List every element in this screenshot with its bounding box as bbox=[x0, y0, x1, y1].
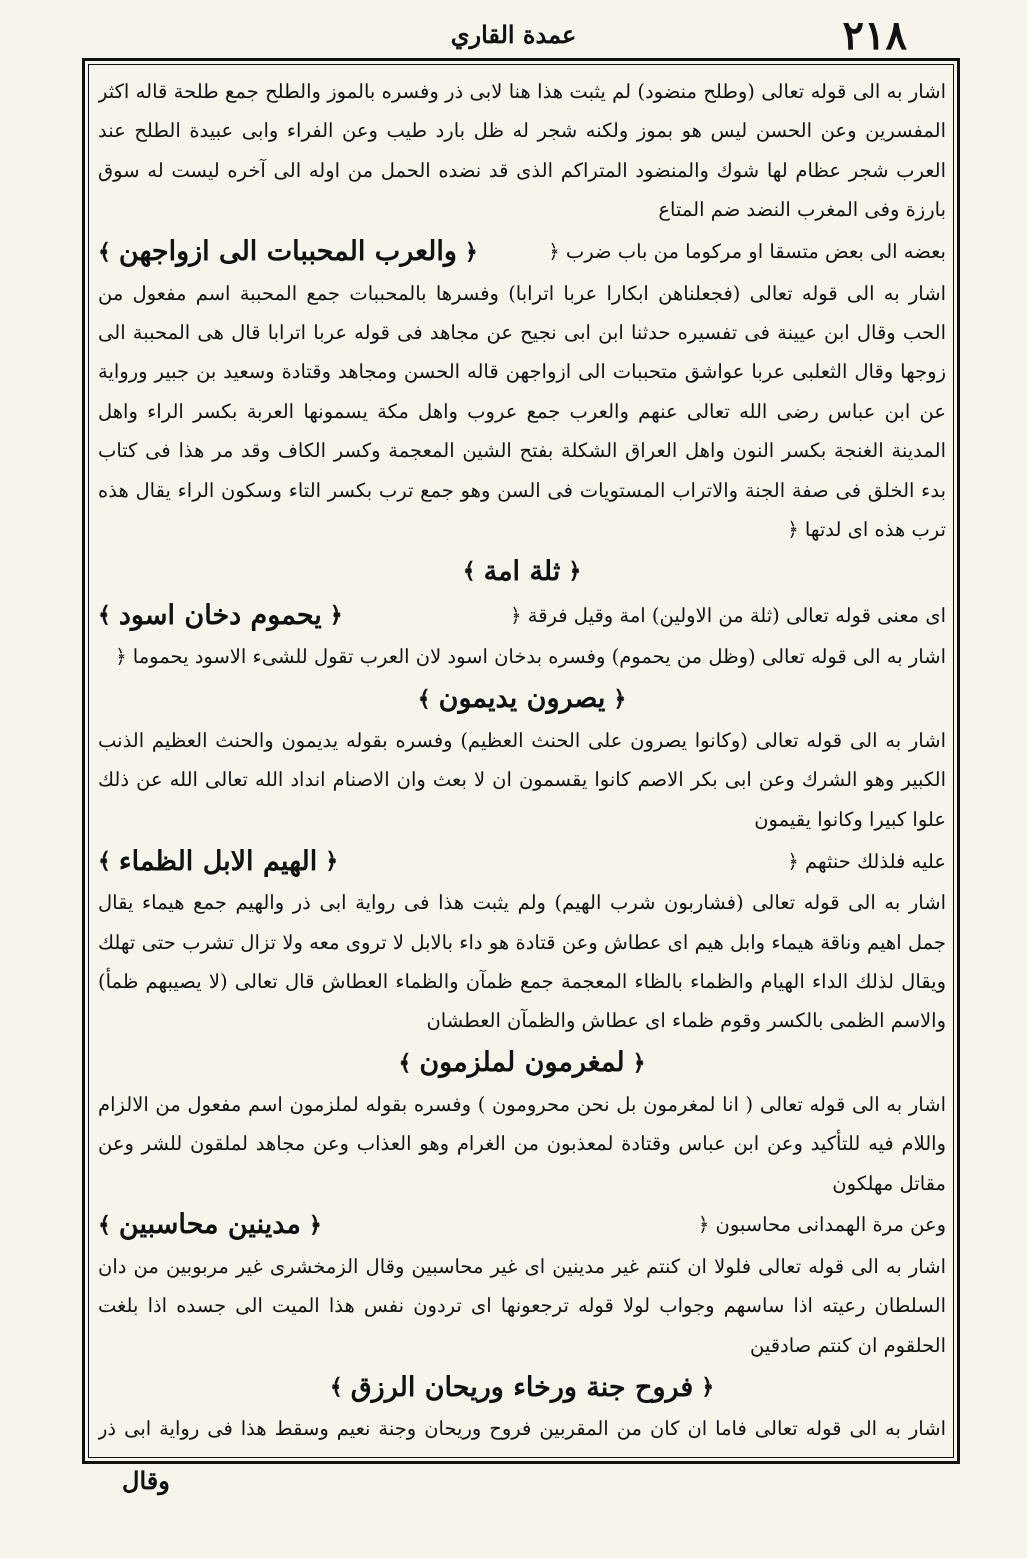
ornament-close-icon: ﴾ bbox=[98, 602, 111, 629]
entry-row bbox=[98, 549, 946, 593]
page-header bbox=[0, 8, 1027, 58]
paragraph-tail: اى معنى قوله تعالى (ثلة من الاولين) امة وقيل فرقة ﴿ bbox=[510, 603, 946, 627]
ornament-close-icon: ﴾ bbox=[98, 848, 111, 875]
ornament-close-icon: ﴾ bbox=[98, 238, 111, 265]
commentary-paragraph: اشار به الى قوله تعالى (فجعلناهن ابكارا عربا اترابا) وفسرها بالمحببات جمع المحببة اسم مفعول من الحب وقال ابن عيينة فى تفسيره حدثنا ابن ابى نجيح عن مجاهد فى قوله عربا اترابا قال هى المحببة الى زوجها وقال الثعلبى عربا عواشق متحببات الى ازواجهن قاله الحسن ومجاهد وقتادة وسعيد بن جبير ورواية عن ابن عباس رضى الله تعالى عنهم والعرب جمع عروب واهل مكة يسمونها العربة بكسر الراء واهل المدينة الغنجة بكسر النون واهل العراق الشكلة بفتح الشين المعجمة وكسر الكاف وقد مر هذا فى كتاب بدء الخلق فى صفة الجنة والاتراب المستويات فى السن وهو جمع ترب بكسر التاء وسكون الراء يقال هذه ترب هذه اى لدتها ﴿ bbox=[98, 281, 946, 542]
entry-row bbox=[98, 677, 946, 721]
entry-row bbox=[98, 593, 946, 637]
ornament-close-icon: ﴾ bbox=[98, 1211, 111, 1238]
commentary-paragraph: اشار به الى قوله تعالى (فشاربون شرب الهيم) ولم يثبت هذا فى رواية ابى ذر والهيم جمع هيماء يقال جمل اهيم وناقة هيماء وابل هيم اى عطاش وعن قتادة هو داء بالابل لا تروى معه ولا تزال تشرب حتى تهلك ويقال لذلك الداء الهيام والظماء بالظاء المعجمة جمع ظمآن والظماء العطاش قال تعالى (لا يصيبهم ظمأ) والاسم الظمى بالكسر وقوم ظماء اى عطاش والظمآن العطشان bbox=[98, 891, 946, 1033]
entry-heading-text: الهيم الابل الظماء bbox=[118, 845, 318, 877]
entry-heading-text: مدينين محاسبين bbox=[118, 1209, 301, 1241]
ornament-close-icon: ﴾ bbox=[329, 1374, 343, 1401]
entry-heading-text: يصرون يديمون bbox=[438, 683, 606, 715]
catchword: وقال bbox=[122, 1466, 170, 1495]
commentary-paragraph: اشار به الى قوله تعالى (وكانوا يصرون على الحنث العظيم) وفسره بقوله يديمون والحنث العظيم الذنب الكبير وهو الشرك وعن ابى بكر الاصم كانوا يقسمون ان لا بعث وان الاصنام انداد الله تعالى الله عن ذلك علوا كبيرا وكانوا يقيمون bbox=[98, 728, 946, 831]
entry-heading bbox=[463, 556, 582, 587]
ornament-open-icon: ﴿ bbox=[632, 1049, 646, 1076]
commentary-paragraph: اشار به الى قوله تعالى فلولا ان كنتم غير مدينين اى غير محاسبين وقال الزمخشرى غير مربوبين من دان السلطان رعيته اذا ساسهم وجواب لولا قوله ترجعونها اى تردون نفس هذا الميت الى جسده اذا بلغت الحلقوم ان كنتم صادقين bbox=[98, 1254, 946, 1357]
ornament-open-icon: ﴿ bbox=[701, 1374, 715, 1401]
entry-heading bbox=[98, 846, 338, 877]
entry-heading-text: ثلة امة bbox=[483, 555, 561, 587]
ornament-close-icon: ﴾ bbox=[462, 558, 476, 585]
paragraph-tail: عليه فلذلك حنثهم ﴿ bbox=[787, 849, 946, 873]
entry-row bbox=[98, 1041, 946, 1085]
commentary-paragraph: اشار به الى قوله تعالى ( انا لمغرمون بل نحن محرومون ) وفسره بقوله لملزمون اسم مفعول من الالزام واللام فيه للتأكيد وعن ابن عباس وقتادة لمعذبون من الغرام وهو العذاب وعن مجاهد لملقون للشر وعن مقاتل مهلكون bbox=[98, 1092, 946, 1195]
paragraph-tail: بعضه الى بعض متسقا او مركوما من باب ضرب ﴿ bbox=[548, 240, 946, 264]
ornament-open-icon: ﴿ bbox=[329, 602, 343, 629]
commentary-paragraph: اشار به الى قوله تعالى فاما ان كان من المقربين فروح وريحان وجنة نعيم وسقط هذا فى رواية ابى ذر bbox=[98, 1417, 946, 1441]
commentary-paragraph: اشار به الى قوله تعالى (وطلح منضود) لم يثبت هذا هنا لابى ذر وفسره بالموز والطلح جمع طلحة قاله اكثر المفسرين وعن الحسن ليس هو بموز ولكنه شجر له ظل بارد طيب وعن الفراء وابى عبيدة الطلح عند العرب شجر عظام لها شوك والمنضود المتراكم الذى قد نضده الحمل من اوله الى آخره ليست له سوق بارزة وفى المغرب النضد ضم المتاع bbox=[98, 80, 946, 222]
ornament-open-icon: ﴿ bbox=[568, 558, 582, 585]
entry-heading-text: فروح جنة ورخاء وريحان الرزق bbox=[350, 1371, 694, 1403]
ornament-open-icon: ﴿ bbox=[325, 848, 339, 875]
commentary-body bbox=[98, 72, 946, 1458]
entry-row bbox=[98, 839, 946, 883]
running-title: عمدة القاري bbox=[450, 20, 577, 49]
ornament-open-icon: ﴿ bbox=[613, 685, 627, 712]
entry-row bbox=[98, 1203, 946, 1247]
ornament-open-icon: ﴿ bbox=[464, 238, 478, 265]
entry-heading bbox=[418, 683, 626, 714]
entry-heading bbox=[98, 1209, 322, 1240]
entry-row bbox=[98, 230, 946, 274]
entry-heading bbox=[330, 1372, 714, 1403]
ornament-close-icon: ﴾ bbox=[417, 685, 431, 712]
paragraph-tail: وعن مرة الهمدانى محاسبون ﴿ bbox=[697, 1213, 946, 1237]
commentary-paragraph: اشار به الى قوله تعالى (وظل من يحموم) وفسره بدخان اسود لان العرب تقول للشىء الاسود يحموما ﴿ bbox=[115, 645, 946, 669]
ornament-close-icon: ﴾ bbox=[398, 1049, 412, 1076]
entry-heading-text: والعرب المحببات الى ازواجهن bbox=[118, 236, 457, 268]
page-number: ٢١٨ bbox=[842, 12, 907, 59]
ornament-open-icon: ﴿ bbox=[308, 1211, 322, 1238]
entry-heading bbox=[98, 236, 478, 267]
entry-heading bbox=[98, 600, 343, 631]
entry-heading bbox=[398, 1047, 645, 1078]
entry-heading-text: يحموم دخان اسود bbox=[118, 599, 322, 631]
entry-heading-text: لمغرمون لملزمون bbox=[419, 1047, 625, 1079]
entry-row bbox=[98, 1365, 946, 1409]
